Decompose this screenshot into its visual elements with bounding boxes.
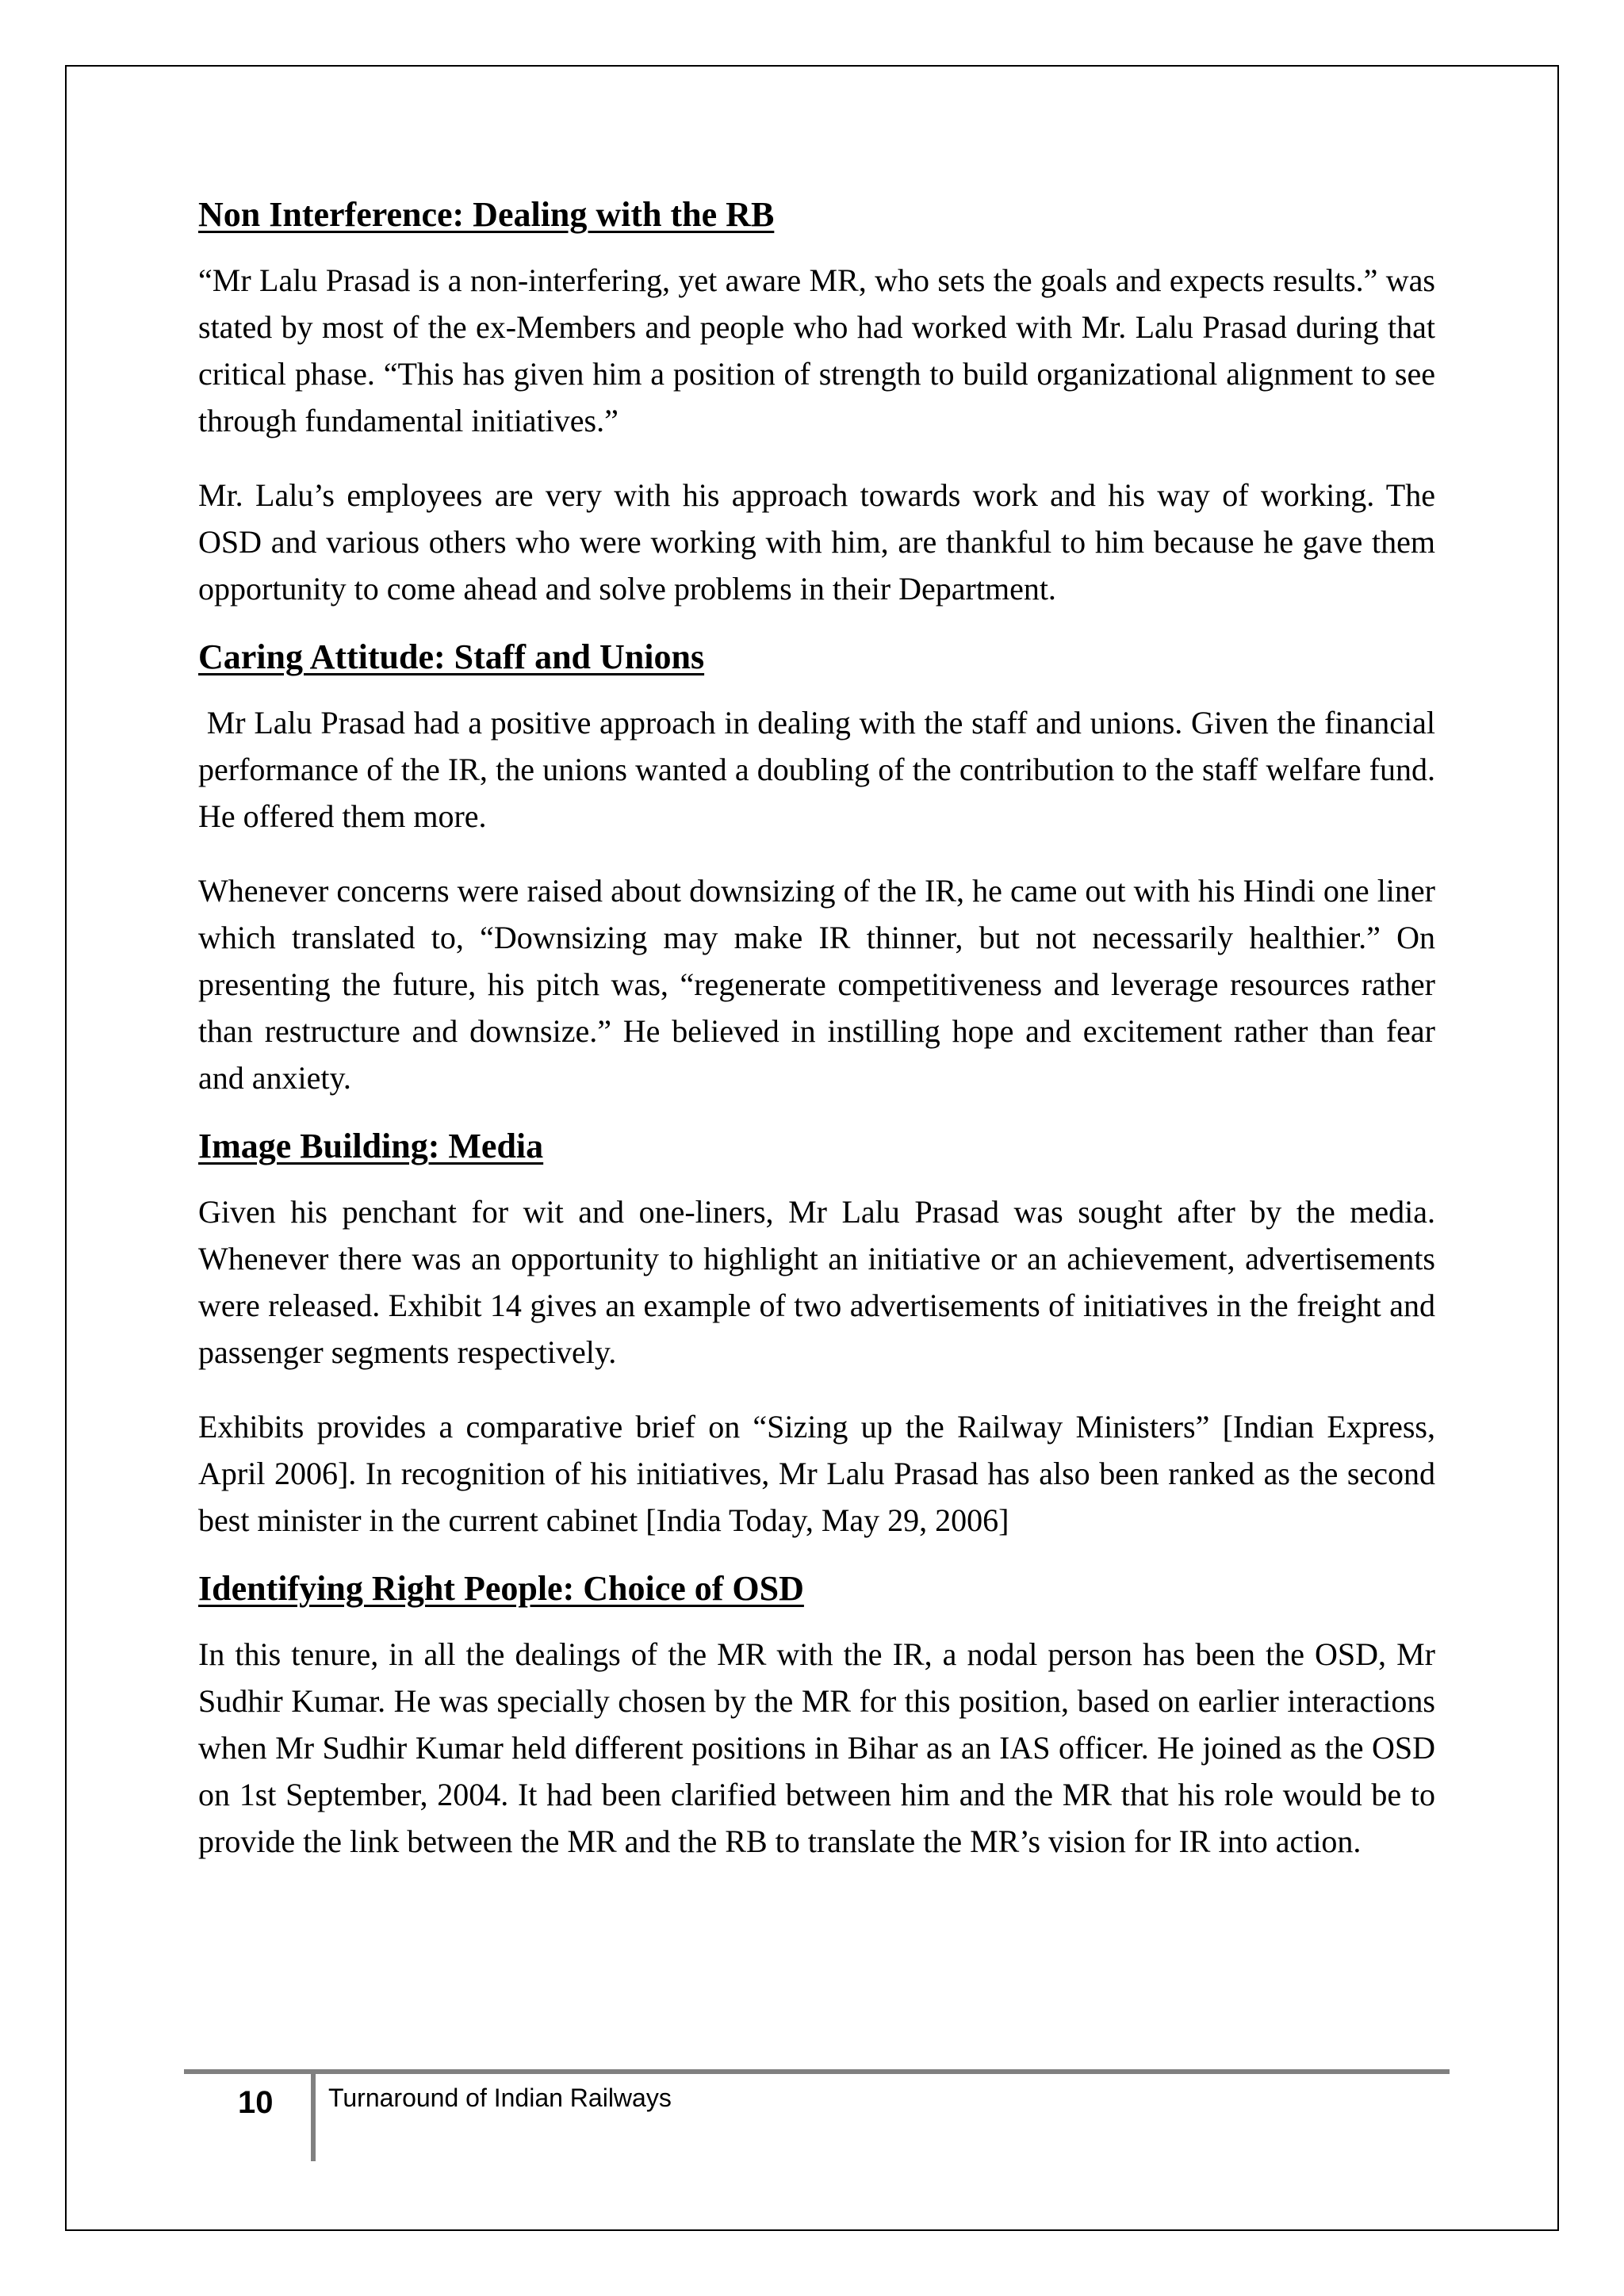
section-non-interference bbox=[198, 192, 1435, 612]
page-number: 10 bbox=[238, 2085, 274, 2120]
paragraph: In this tenure, in all the dealings of the MR with the IR, a nodal person has been the OSD, Mr Sudhir Kumar. He was specially chosen by the MR for this position, based on earlier interactions when Mr Sudhir Kumar held different positions in Bihar as an IAS officer. He joined as the OSD on 1st September, 2004. It had been clarified between him and the MR that his role would be to provide the link between the MR and the RB to translate the MR’s vision for IR into action. bbox=[198, 1636, 1435, 1859]
section-heading: Non Interference: Dealing with the RB bbox=[198, 195, 775, 234]
document-body bbox=[198, 192, 1444, 1892]
paragraph: Whenever concerns were raised about downsizing of the IR, he came out with his Hindi one liner which translated to, “Downsizing may make IR thinner, but not necessarily healthier.” On presenting the future, his pitch was, “regenerate competitiveness and leverage resources rather than restructure and downsize.” He believed in instilling hope and excitement rather than fear and anxiety. bbox=[198, 873, 1435, 1096]
paragraph: Mr Lalu Prasad had a positive approach in dealing with the staff and unions. Given the financial performance of the IR, the unions wanted a doubling of the contribution to the staff welfare fund. He offered them more. bbox=[198, 705, 1444, 834]
section-heading: Identifying Right People: Choice of OSD bbox=[198, 1569, 804, 1608]
paragraph: Given his penchant for wit and one-liners, Mr Lalu Prasad was sought after by the media. Whenever there was an opportunity to highlight an initiative or an achievement, advertisements were released. Exhibit 14 gives an example of two advertisements of initiatives in the freight and passenger segments respectively. bbox=[198, 1194, 1435, 1370]
section-heading: Image Building: Media bbox=[198, 1127, 544, 1165]
section-choice-of-osd bbox=[198, 1566, 1435, 1865]
section-image-building bbox=[198, 1123, 1435, 1544]
footer-rule bbox=[184, 2069, 1450, 2074]
paragraph: Exhibits provides a comparative brief on “Sizing up the Railway Ministers” [Indian Express, April 2006]. In recognition of his initiatives, Mr Lalu Prasad has also been ranked as the second best minister in the current cabinet [India Today, May 29, 2006] bbox=[198, 1409, 1435, 1538]
paragraph: “Mr Lalu Prasad is a non-interfering, yet aware MR, who sets the goals and expects results.” was stated by most of the ex-Members and people who had worked with Mr. Lalu Prasad during that critical phase. “This has given him a position of strength to build organizational alignment to see through fundamental initiatives.” bbox=[198, 262, 1435, 438]
section-caring-attitude bbox=[198, 634, 1444, 1101]
running-title: Turnaround of Indian Railways bbox=[328, 2084, 672, 2112]
section-heading: Caring Attitude: Staff and Unions bbox=[198, 637, 705, 676]
footer-divider bbox=[311, 2074, 316, 2161]
paragraph: Mr. Lalu’s employees are very with his approach towards work and his way of working. The OSD and various others who were working with him, are thankful to him because he gave them opportunity to come ahead and solve problems in their Department. bbox=[198, 477, 1435, 607]
